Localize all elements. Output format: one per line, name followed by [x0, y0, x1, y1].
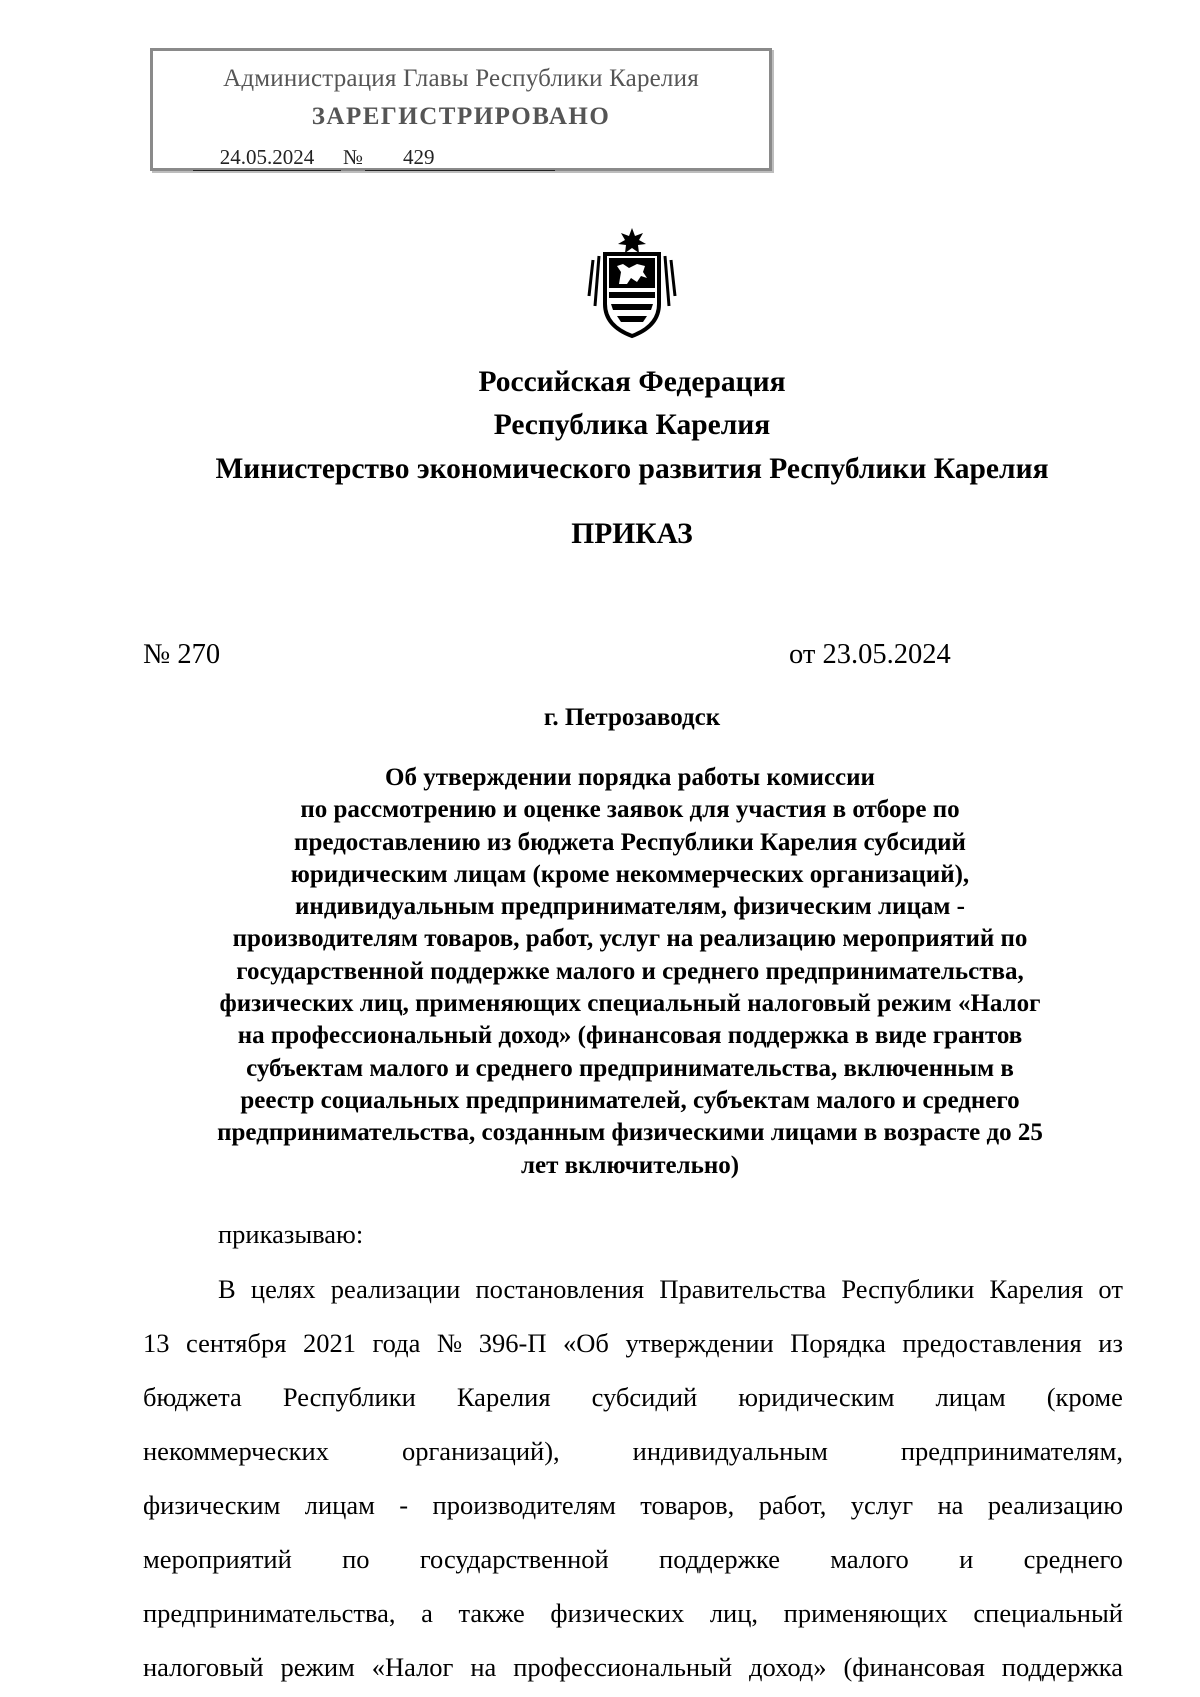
title-line: по рассмотрению и оценке заявок для участия в отборе по [300, 796, 960, 824]
body-word: предпринимательства, [143, 1598, 396, 1628]
body-word: на [470, 1652, 497, 1682]
document-type: ПРИКАЗ [571, 518, 693, 550]
body-word: специальный [973, 1598, 1123, 1628]
stamp-number: 429 [365, 145, 555, 171]
registration-stamp [150, 48, 772, 171]
body-word: реализацию [987, 1490, 1123, 1520]
body-word: Карелия [989, 1274, 1084, 1304]
body-word: организаций), [401, 1436, 560, 1466]
body-word: поддержка [1001, 1652, 1123, 1682]
body-word: лиц, [709, 1598, 759, 1628]
stamp-registration-row [193, 145, 555, 171]
body-line [143, 1586, 1123, 1640]
body-word: физическим [143, 1490, 281, 1520]
body-word: работ, [758, 1490, 827, 1520]
body-word: юридическим [738, 1382, 895, 1412]
body-word: также [458, 1598, 525, 1628]
body-word: применяющих [783, 1598, 948, 1628]
body-line [143, 1532, 1123, 1586]
document-title [140, 762, 1120, 1182]
body-word: (кроме [1046, 1382, 1123, 1412]
body-word: утверждении [625, 1328, 774, 1358]
body-word: - [399, 1490, 409, 1520]
body-word: лицам [304, 1490, 375, 1520]
stamp-date: 24.05.2024 [193, 145, 341, 171]
body-word: государственной [419, 1544, 609, 1574]
stamp-authority: Администрация Главы Республики Карелия [223, 65, 699, 92]
body-word: «Налог [371, 1652, 454, 1682]
body-word: профессиональный [513, 1652, 733, 1682]
title-line: Об утверждении порядка работы комиссии [385, 764, 875, 791]
title-line: предпринимательства, созданным физическими лицами в возрасте до 25 [217, 1119, 1043, 1147]
body-word: физических [550, 1598, 685, 1628]
body-word: налоговый [143, 1652, 264, 1682]
body-word: 396-П [478, 1328, 547, 1358]
body-word: бюджета [143, 1382, 242, 1412]
karelia-coat-of-arms-icon [585, 226, 679, 340]
body-word: из [1098, 1328, 1123, 1358]
body-word: от [1098, 1274, 1123, 1304]
body-word: индивидуальным [632, 1436, 828, 1466]
title-line: предоставлению из бюджета Республики Карелия субсидий [294, 828, 966, 856]
order-number: № 270 [143, 639, 221, 670]
body-word: Правительства [659, 1274, 827, 1304]
body-word: среднего [1023, 1544, 1123, 1574]
body-word: и [959, 1544, 974, 1574]
body-word: постановления [475, 1274, 645, 1304]
title-line: производителям товаров, работ, услуг на реализацию мероприятий по [232, 925, 1028, 953]
body-word: доход» [749, 1652, 827, 1682]
body-word: мероприятий [143, 1544, 292, 1574]
body-word: Карелия [456, 1382, 551, 1412]
body-word: Республики [282, 1382, 416, 1412]
order-date: от 23.05.2024 [789, 639, 951, 670]
title-line: на профессиональный доход» (финансовая поддержка в виде грантов [237, 1022, 1023, 1050]
body-word: а [421, 1598, 433, 1628]
body-line [143, 1262, 1123, 1316]
body-word: целях [250, 1274, 316, 1304]
body-word: малого [830, 1544, 909, 1574]
body-word: сентября [186, 1328, 287, 1358]
body-word: № [436, 1328, 463, 1358]
body-word: лицам [935, 1382, 1006, 1412]
header-republic: Республика Карелия [493, 409, 771, 441]
body-word: реализации [330, 1274, 461, 1304]
body-line [143, 1478, 1123, 1532]
body-word: года [372, 1328, 421, 1358]
body-word: по [342, 1544, 370, 1574]
body-word: на [937, 1490, 964, 1520]
body-line [143, 1424, 1123, 1478]
body-word: предпринимателям, [900, 1436, 1123, 1466]
body-word: услуг [850, 1490, 914, 1520]
body-line [143, 1370, 1123, 1424]
body-word: режим [280, 1652, 355, 1682]
stamp-registered: ЗАРЕГИСТРИРОВАНО [311, 103, 611, 130]
order-city: г. Петрозаводск [543, 704, 721, 731]
body-word: 2021 [302, 1328, 356, 1358]
header-ministry: Министерство экономического развития Республики Карелия [215, 453, 1049, 485]
body-word: субсидий [591, 1382, 698, 1412]
body-word: «Об [563, 1328, 609, 1358]
header-country: Российская Федерация [478, 366, 786, 398]
body-word: Порядка [790, 1328, 886, 1358]
title-line: лет включительно) [520, 1151, 740, 1179]
body-word: В [218, 1274, 236, 1304]
title-line: физических лиц, применяющих специальный налоговый режим «Налог [219, 990, 1041, 1018]
body-word: 13 [143, 1328, 170, 1358]
body-line [143, 1316, 1123, 1370]
title-line: государственной поддержке малого и среднего предпринимательства, [236, 957, 1024, 985]
title-line: индивидуальным предпринимателям, физическим лицам - [295, 893, 965, 921]
body-paragraph [143, 1262, 1123, 1694]
order-directive: приказываю: [218, 1219, 364, 1249]
body-line [143, 1640, 1123, 1694]
body-word: поддержке [659, 1544, 780, 1574]
title-line: юридическим лицам (кроме некоммерческих организаций), [290, 860, 970, 888]
title-line: субъектам малого и среднего предпринимательства, включенным в [246, 1054, 1014, 1082]
title-line: реестр социальных предпринимателей, субъектам малого и среднего [240, 1086, 1020, 1114]
body-word: товаров, [640, 1490, 735, 1520]
body-word: предоставления [902, 1328, 1082, 1358]
body-word: производителям [432, 1490, 616, 1520]
body-word: (финансовая [843, 1652, 985, 1682]
body-word: некоммерческих [143, 1436, 329, 1466]
body-word: Республики [841, 1274, 975, 1304]
stamp-number-label: № [343, 145, 364, 169]
